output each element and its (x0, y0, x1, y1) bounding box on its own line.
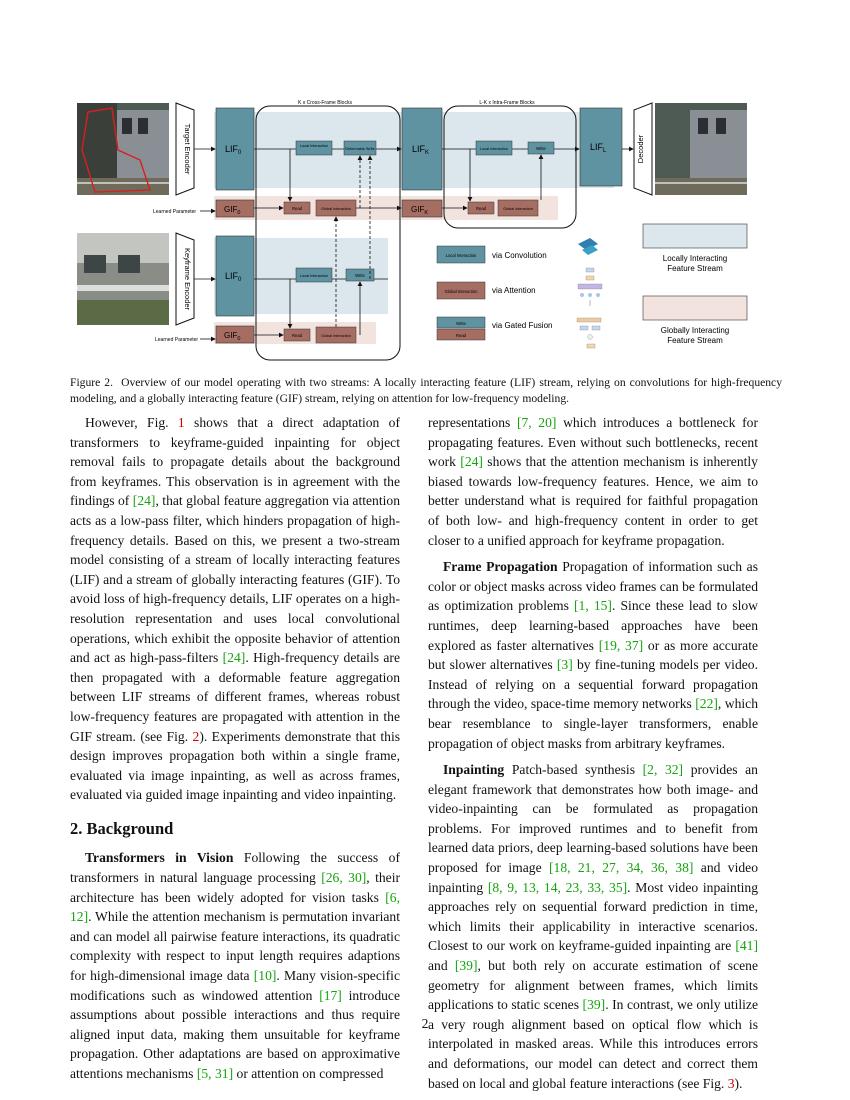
caption-text: Overview of our model operating with two streams: A locally interacting feature (LIF) stream, relying on convolutions for high-frequency modeling, and a globally interacting feature (GIF) stream, relying on attention for low-frequency modeling. (70, 376, 782, 405)
svg-text:Read: Read (291, 333, 303, 338)
svg-text:Deformable Write: Deformable Write (345, 147, 375, 151)
citation-link[interactable]: [7, 20] (516, 415, 557, 430)
citation-link[interactable]: [19, 37] (598, 637, 644, 653)
convolution-icon (578, 238, 598, 255)
write-box (528, 142, 554, 154)
citation-link[interactable]: [2, 32] (642, 762, 684, 778)
svg-text:LIFK: $LIF_K$ (412, 144, 430, 156)
read-box (468, 202, 494, 214)
attention-icon (578, 268, 602, 306)
paragraph: Transformers in Vision Following the success of transformers in natural language processing [26, 30], their architecture has been widely adopted for vision tasks [6, 12]. While the attention mechanism is permutation invariant and can model all pairwise feature interactions, its quadratic complexity with respect to input length requires adaptions for high-dimensional image data [10]. Many vision-specific modifications such as windowed attention [17] introduce assumptions about possible interactions and thus require aligned input data, making them unsuitable for keyframe propagation. Other adaptations are based on approximative attentions mechanisms [5, 31] or attention on compressed (70, 850, 400, 1081)
svg-text:GIFK: $GIF_K$ (411, 205, 429, 216)
svg-text:LIF0: $LIF_0$ (225, 271, 242, 283)
citation-link[interactable]: [17] (319, 987, 342, 1003)
citation-link[interactable]: [26, 30] (321, 870, 367, 886)
svg-text:Write: Write (536, 146, 546, 151)
svg-text:Read: Read (475, 206, 487, 211)
svg-text:Local Interaction: Local Interaction (300, 274, 328, 278)
output-image (655, 103, 747, 195)
svg-text:Write: Write (456, 321, 466, 326)
svg-text:Local Interaction: Local Interaction (300, 144, 328, 148)
svg-text:Global Interaction: Global Interaction (503, 207, 533, 211)
paragraph-heading: Frame Propagation (443, 559, 558, 575)
citation-link[interactable]: [3] (556, 657, 573, 673)
svg-text:Feature Stream: Feature Stream (667, 264, 723, 273)
lif-0-target (216, 108, 254, 190)
svg-text:Local Interaction: Local Interaction (480, 147, 508, 151)
legend-conv: via Convolution (492, 251, 547, 260)
citation-link[interactable]: [6, 12] (70, 889, 400, 925)
gated-fusion-icon (577, 318, 601, 348)
svg-text:GIF0: $GIF_0$ (224, 205, 241, 216)
figure-ref[interactable]: 2 (192, 728, 200, 744)
lif-0-keyframe (216, 236, 254, 316)
paragraph: However, Fig. 1 shows that a direct adaptation of transformers to keyframe-guided inpainting for object removal fails to propagate details about the background from keyframes. This observation is in agreement with the findings of [24], that global feature aggregation via attention acts as a low-pass filter, which hinders propagation of high-frequency details. Based on this, we present a two-stream model consisting of a stream of locally interacting features (LIF) and a stream of globally interacting features (GIF). To avoid loss of high-frequency details, LIF operates on a high-resolution representation and uses local convolutional operations, which exhibit the opposite behavior of attention and act as high-pass-filters [24]. High-frequency details are then propagated with a deformable feature aggregation between LIF streams of different frames, whereas robust low-frequency features are propagated with attention in the GIF stream. (see Fig. 2). Experiments demonstrate that this design improves propagation both within a single frame, evaluated via image inpainting, as well as across frames, evaluated via guided image inpainting and video inpainting. (70, 415, 401, 803)
paragraph: Inpainting Patch-based synthesis [2, 32] provides an elegant framework that demonstrates how both image- and video-inpainting can be formulated as propagation problems. For improved runtimes and to benefit from learned data priors, deep learning-based solutions have been proposed for image [18, 21, 27, 34, 36, 38] and video inpainting [8, 9, 13, 14, 23, 33, 35]. Most video inpainting approaches rely on sequential forward prediction in time, which limits their applicability in interactive scenarios. Closest to our work on keyframe-guided inpainting are [41] and [39], but both rely on accurate estimation of scene geometry for alignment between frames, which limits applications to static scenes [39]. In contrast, we only utilize a very rough alignment based on optical flow which is interpolated in masked areas. While this introduces errors and deformations, our model can detect and correct them based on local and global feature interactions (see Fig. 3). (428, 762, 758, 1091)
citation-link[interactable]: [24] (132, 493, 156, 509)
global-interaction-box (316, 200, 356, 216)
global-interaction-box (498, 200, 538, 216)
citation-link[interactable]: [1, 15] (574, 598, 612, 614)
decoder (634, 103, 652, 195)
global-interaction-box (316, 327, 356, 343)
keyframe-encoder (176, 233, 194, 325)
figure-caption (70, 375, 782, 407)
citation-link[interactable]: [39] (582, 997, 606, 1013)
legend-gif-swatch (643, 296, 747, 320)
right-column (428, 413, 758, 1093)
svg-text:Global Interaction: Global Interaction (444, 289, 478, 294)
intra-frame-blocks-label: L-K x Intra-Frame Blocks (479, 100, 535, 106)
citation-link[interactable]: [24] (460, 454, 483, 470)
legend-lif-swatch (643, 224, 747, 248)
svg-text:Globally Interacting: Globally Interacting (660, 326, 730, 335)
caption-label: Figure 2. (70, 376, 114, 389)
citation-link[interactable]: [5, 31] (196, 1066, 234, 1081)
target-encoder (176, 103, 194, 195)
citation-link[interactable]: [41] (735, 938, 758, 954)
figure-ref[interactable]: 1 (177, 415, 185, 430)
legend (437, 224, 747, 348)
svg-text:Read: Read (291, 206, 303, 211)
gif-0-keyframe (216, 326, 254, 343)
legend-fusion: via Gated Fusion (492, 321, 553, 330)
write-box (346, 269, 374, 281)
paragraph: representations [7, 20] which introduces a bottleneck for propagating features. Even without such bottlenecks, recent work [24] shows that the attention mechanism is inherently biased towards low-frequency features. Hence, we aim to better understand what is required for faithful propagation of both low- and high-frequency content in order to get closer to a unified approach for keyframe propagation. (428, 415, 758, 548)
paragraph: Frame Propagation Propagation of information such as color or object masks across video frames can be formulated as optimization problems [1, 15]. Since these lead to slow runtimes, deep learning-based approaches have been explored as faster alternatives [19, 37] or as more accurate but slower alternatives [3] by fine-tuning models per video. Instead of relying on a sequential forward propagation through the video, space-time memory networks [22], which bear resemblance to single-layer transformers, enable propagation of object masks from arbitrary keyframes. (428, 559, 759, 751)
svg-text:LIFL: $LIF_L$ (590, 142, 607, 154)
svg-text:Global Interaction: Global Interaction (321, 207, 351, 211)
local-interaction-box (296, 268, 332, 282)
figure-2 (0, 0, 850, 370)
local-interaction-box (296, 141, 332, 155)
svg-text:Decoder: Decoder (636, 134, 645, 164)
svg-text:Target Encoder: Target Encoder (183, 123, 192, 175)
svg-text:GIF0: $GIF_0$ (224, 331, 241, 342)
paragraph-heading: Transformers in Vision (85, 850, 234, 866)
svg-text:Local Interaction: Local Interaction (445, 253, 477, 258)
svg-text:Global Interaction: Global Interaction (321, 334, 351, 338)
citation-link[interactable]: [10] (253, 968, 277, 984)
svg-text:Keyframe Encoder: Keyframe Encoder (183, 247, 192, 311)
gif-0-target (216, 200, 254, 217)
cross-frame-blocks-label: K x Cross-Frame Blocks (298, 100, 352, 106)
paragraph-heading: Inpainting (443, 762, 505, 778)
figure-ref[interactable]: 3 (727, 1075, 735, 1091)
target-image (77, 103, 169, 195)
learned-parameter-label: Learned Parameter (155, 337, 199, 343)
citation-link[interactable]: [8, 9, 13, 14, 23, 33, 35] (487, 879, 628, 895)
lif-k (402, 108, 442, 190)
citation-link[interactable]: [39] (454, 958, 478, 974)
svg-text:Locally Interacting: Locally Interacting (662, 254, 728, 263)
legend-attn: via Attention (492, 286, 536, 295)
learned-parameter-label: Learned Parameter (153, 209, 197, 215)
page-number: 2 (421, 1016, 429, 1031)
section-heading: 2. Background (70, 818, 174, 838)
read-box (284, 202, 310, 214)
left-column (70, 413, 400, 1084)
svg-text:Read: Read (455, 333, 467, 338)
gif-k (402, 200, 442, 217)
deformable-write-box (344, 141, 376, 155)
local-interaction-box (476, 141, 512, 155)
lif-l (580, 108, 622, 186)
read-box (284, 329, 310, 341)
svg-text:LIF0: $LIF_0$ (225, 144, 242, 156)
svg-text:Feature Stream: Feature Stream (667, 336, 723, 345)
citation-link[interactable]: [24] (222, 650, 246, 666)
citation-link[interactable]: [22] (695, 696, 718, 712)
svg-text:Write: Write (355, 273, 365, 278)
keyframe-image (77, 233, 169, 325)
citation-link[interactable]: [18, 21, 27, 34, 36, 38] (549, 860, 694, 876)
